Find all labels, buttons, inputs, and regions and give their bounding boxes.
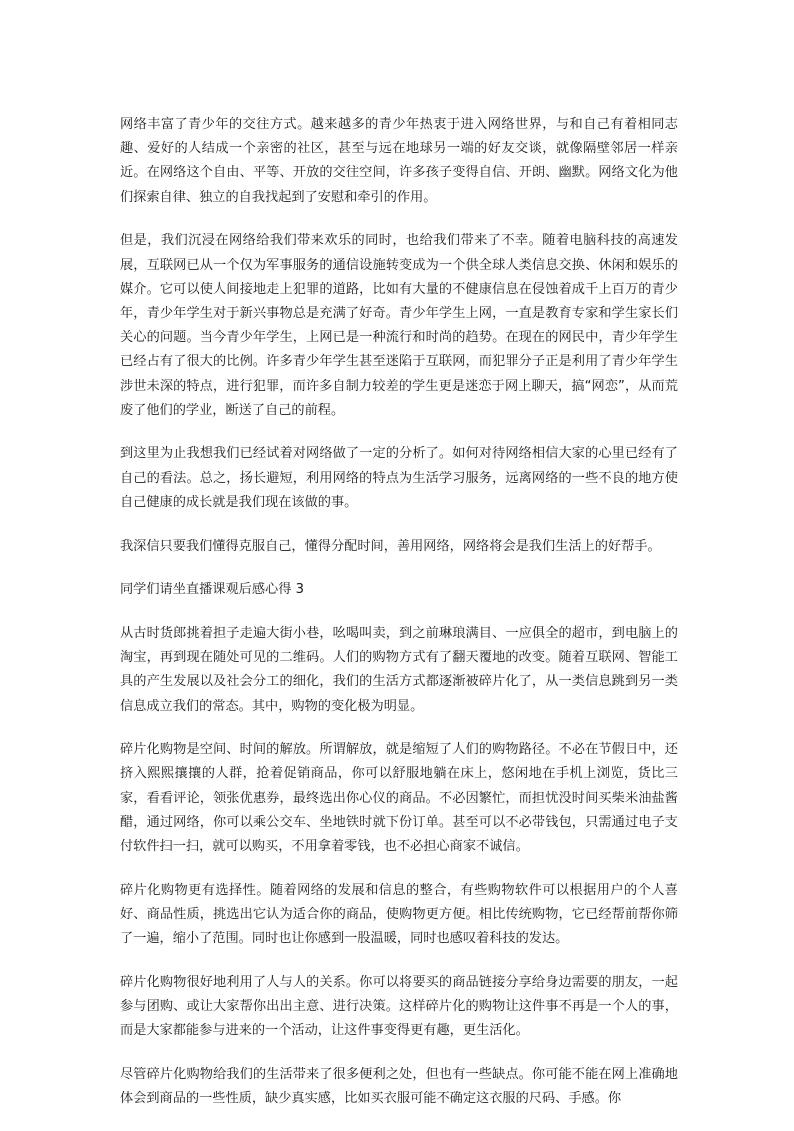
paragraph-shopping-liberation: 碎片化购物是空间、时间的解放。所谓解放，就是缩短了人们的购物路径。不必在节假日中，还挤入熙熙攘攘的人群，抢着促销商品，你可以舒服地躺在床上，悠闲地在手机上浏览，货比三家，看看评论，领张优惠券，最终选出你心仪的商品。不必因繁忙，而担忧没时间买柴米油盐酱醋，通过网络，你可以乘公交车、坐地铁时就下份订单。甚至可以不必带钱包，只需通过电子支付软件扫一扫，就可以购买，不用拿着零钱，也不必担心商家不诚信。: [120, 742, 678, 855]
paragraph-internet-harm: 但是，我们沉浸在网络给我们带来欢乐的同时，也给我们带来了不幸。随着电脑科技的高速发展，互联网已从一个仅为军事服务的通信设施转变成为一个供全球人类信息交换、休闲和娱乐的媒介。它可以使人间接地走上犯罪的道路，比如有大量的不健康信息在侵蚀着成千上百万的青少年，青少年学生对于新兴事物总是充满了好奇。青少年学生上网，一直是教育专家和学生家长们关心的问题。当今青少年学生，上网已是一种流行和时尚的趋势。在现在的网民中，青少年学生已经占有了很大的比例。许多青少年学生甚至迷陷于互联网，而犯罪分子正是利用了青少年学生涉世未深的特点，进行犯罪，而许多自制力较差的学生更是迷恋于网上聊天，搞“网恋”，从而荒废了他们的学业，断送了自己的前程。: [120, 233, 678, 418]
section-heading: 同学们请坐直播课观后感心得 3: [120, 582, 305, 598]
paragraph-teen-social: 网络丰富了青少年的交往方式。越来越多的青少年热衷于进入网络世界，与和自己有着相同志趣、爱好的人结成一个亲密的社区，甚至与远在地球另一端的好友交谈，就像隔壁邻居一样亲近。在网络这个自由、平等、开放的交往空间，许多孩子变得自信、开朗、幽默。网络文化为他们探索自律、独立的自我找起到了安慰和牵引的作用。: [120, 117, 678, 205]
paragraph-shopping-history: 从古时货郎挑着担子走遍大街小巷，吆喝叫卖，到之前琳琅满目、一应俱全的超市，到电脑上的淘宝，再到现在随处可见的二维码。人们的购物方式有了翻天覆地的改变。随着互联网、智能工具的产生发展以及社会分工的细化，我们的生活方式都逐渐被碎片化了，从一类信息跳到另一类信息成立我们的常态。其中，购物的变化极为明显。: [120, 625, 678, 714]
paragraph-shopping-social: 碎片化购物很好地利用了人与人的关系。你可以将要买的商品链接分享给身边需要的朋友，一起参与团购、或让大家帮你出出主意、进行决策。这样碎片化的购物让这件事不再是一个人的事，而是大家都能参与进来的一个活动，让这件事变得更有趣，更生活化。: [120, 974, 678, 1039]
paragraph-shopping-drawbacks: 尽管碎片化购物给我们的生活带来了很多便利之处，但也有一些缺点。你可能不能在网上准确地体会到商品的一些性质，缺少真实感，比如买衣服可能不确定这衣服的尺码、手感。你: [120, 1067, 678, 1107]
paragraph-shopping-selectivity: 碎片化购物更有选择性。随着网络的发展和信息的整合，有些购物软件可以根据用户的个人喜好、商品性质，挑选出它认为适合你的商品，使购物更方便。相比传统购物，它已经帮前帮你筛了一遍，缩小了范围。同时也让你感到一股温暖，同时也感叹着科技的发达。: [120, 882, 678, 947]
paragraph-conclusion: 我深信只要我们懂得克服自己，懂得分配时间，善用网络，网络将会是我们生活上的好帮手。: [120, 538, 661, 554]
paragraph-analysis-summary: 到这里为止我想我们已经试着对网络做了一定的分析了。如何对待网络相信大家的心里已经有了自己的看法。总之，扬长避短，利用网络的特点为生活学习服务，远离网络的一些不良的地方使自己健康的成长就是我们现在该做的事。: [120, 446, 678, 510]
document-page: [120, 113, 678, 1131]
